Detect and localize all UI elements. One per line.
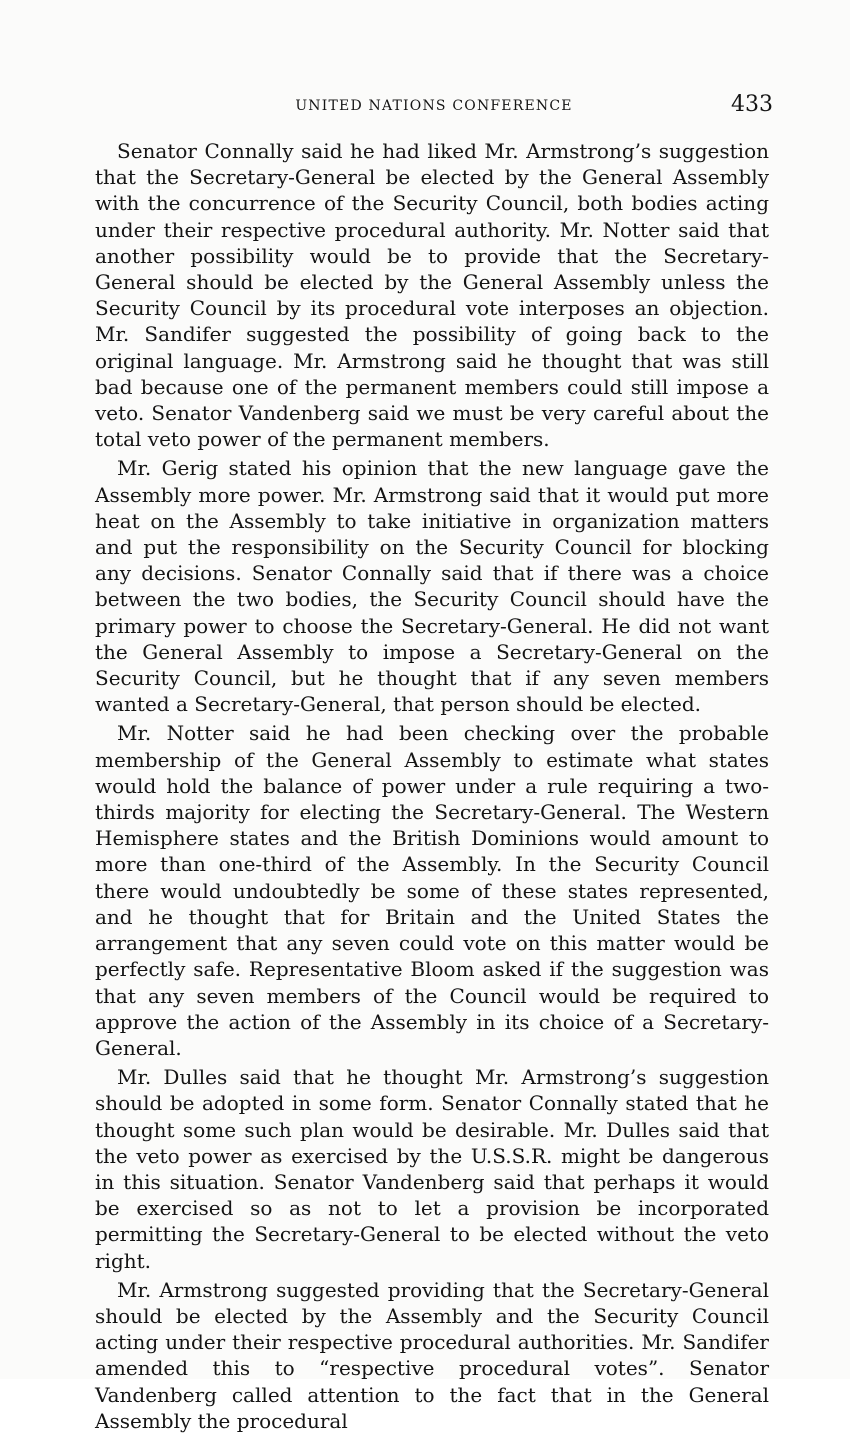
paragraph-5: Mr. Armstrong suggested providing that the Secretary-General should be elected by the Assembly and the Security Council acting under their respective procedural authorities. Mr. Sandifer amended this to “respective procedural votes”. Senator Vandenberg called attention to the fact that in the General Assembly the procedural [95, 1277, 769, 1433]
running-head: UNITED NATIONS CONFERENCE [295, 98, 573, 114]
paragraph-1: Senator Connally said he had liked Mr. Armstrong’s suggestion that the Secretary-General be elected by the General Assembly with the concurrence of the Security Council, both bodies acting under their respective procedural authority. Mr. Notter said that another possibility would be to provide that the Secretary-General should be elected by the General Assembly unless the Security Council by its procedural vote interposes an objection. Mr. Sandifer suggested the possibility of going back to the original language. Mr. Armstrong said he thought that was still bad because one of the permanent members could still impose a veto. Senator Vandenberg said we must be very careful about the total veto power of the permanent members. [95, 139, 769, 452]
paragraph-4: Mr. Dulles said that he thought Mr. Armstrong’s suggestion should be adopted in some form. Senator Connally stated that he thought some such plan would be desirable. Mr. Dulles said that the veto power as exercised by the U.S.S.R. might be dangerous in this situation. Senator Vandenberg said that perhaps it would be exercised so as not to let a provision be incorporated permitting the Secretary-General to be elected without the veto right. [95, 1065, 769, 1273]
paragraph-2: Mr. Gerig stated his opinion that the new language gave the Assembly more power. Mr. Armstrong said that it would put more heat on the Assembly to take initiative in organization matters and put the responsibility on the Security Council for blocking any decisions. Senator Connally said that if there was a choice between the two bodies, the Security Council should have the primary power to choose the Secretary-General. He did not want the General Assembly to impose a Secretary-General on the Security Council, but he thought that if any seven members wanted a Secretary-General, that person should be elected. [95, 456, 769, 717]
paragraph-3: Mr. Notter said he had been checking over the probable membership of the General Assembly to estimate what states would hold the balance of power under a rule requiring a two-thirds majority for electing the Secretary-General. The Western Hemisphere states and the British Dominions would amount to more than one-third of the Assembly. In the Security Council there would undoubtedly be some of these states represented, and he thought that for Britain and the United States the arrangement that any seven could vote on this matter would be perfectly safe. Representative Bloom asked if the suggestion was that any seven members of the Council would be required to approve the action of the Assembly in its choice of a Secretary-General. [95, 721, 769, 1060]
body-text [95, 138, 769, 1437]
page-number: 433 [731, 92, 773, 117]
page-header [95, 92, 773, 122]
